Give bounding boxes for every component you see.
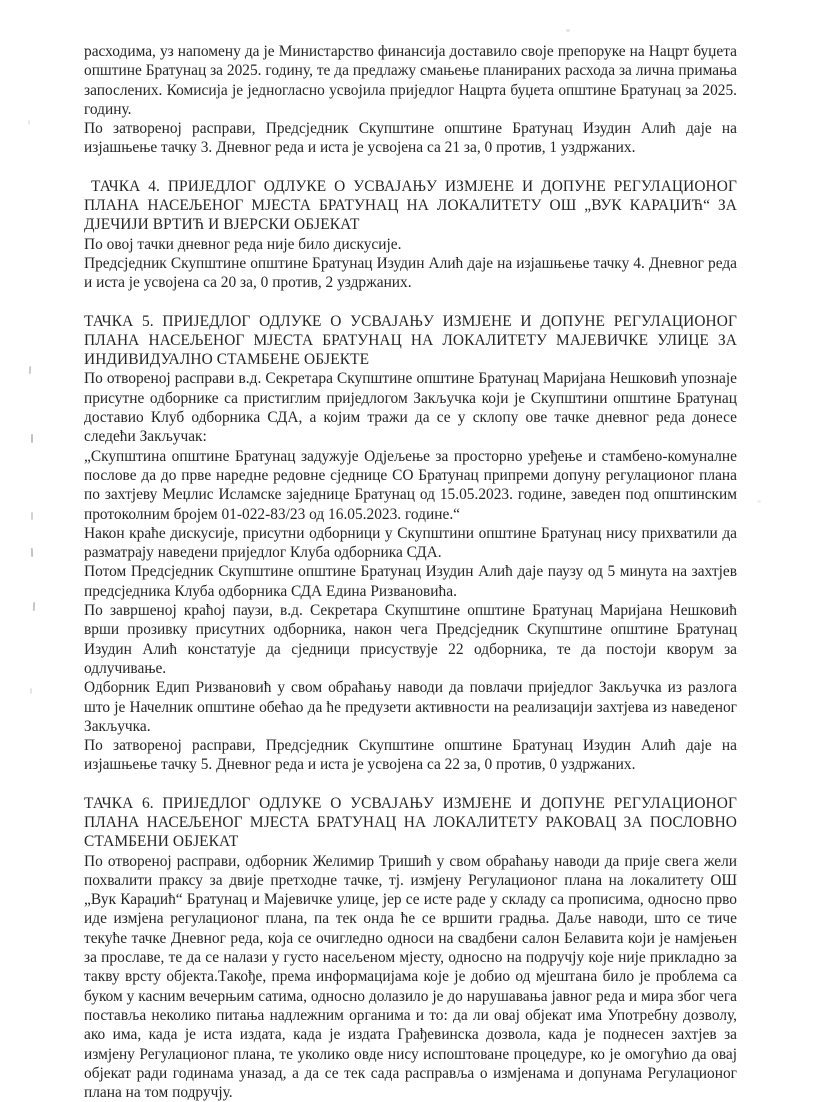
document-text-block bbox=[84, 42, 737, 1102]
scan-speck bbox=[566, 29, 570, 32]
paragraph-item5-withdrawal: Одборник Едип Ризвановић у свом обраћању наводи да повлачи приједлог Закључка из разлога што је Начелник општине обећао да ће предузети активности на реализацији захтјева из наведеног Закључка. bbox=[84, 679, 737, 735]
scan-artifact-mark bbox=[31, 548, 33, 557]
paragraph-budget-recommendations: расходима, уз напомену да је Министарство финансија доставило своје препоруке на Нацрт буџета општине Братунац за 2025. годину, те да предлажу смањење планираних расхода за лична примања запослених. Комисија је једногласно усвојила приједлог Нацрта буџета општине Братунац за 2025. годину. bbox=[84, 43, 737, 118]
paragraph-item3-vote-result: По затвореној расправи, Предсједник Скупштине општине Братунац Изудин Алић даје на изјашњење тачку 3. Дневног реда и иста је усвојена са 21 за, 0 против, 1 уздржаних. bbox=[84, 120, 737, 157]
paragraph-item5-secretary-intro: По отвореној расправи в.д. Секретара Скупштине општине Братунац Маријана Нешковић упознаје присутне одборнике са пристиглим приједлогом Закључка који је Скупштини општине Братунац доставио Клуб одборника СДА, а којим тражи да се у склопу ове тачке дневног реда донесе следећи Закључак: bbox=[84, 370, 737, 446]
scan-artifact-mark bbox=[30, 688, 32, 694]
heading-item6: ТАЧКА 6. ПРИЈЕДЛОГ ОДЛУКЕ О УСВАЈАЊУ ИЗМЈЕНЕ И ДОПУНЕ РЕГУЛАЦИОНОГ ПЛАНА НАСЕЉЕНОГ МЈЕСТА БРАТУНАЦ НА ЛОКАЛИТЕТУ РАКОВАЦ ЗА ПОСЛОВНО СТАМБЕНИ ОБЈЕКАТ bbox=[84, 794, 737, 851]
scan-artifact-mark bbox=[33, 602, 35, 611]
paragraph-item4-no-discussion: По овој тачки дневног реда није било дискусије. bbox=[84, 235, 402, 253]
scan-artifact-mark bbox=[29, 366, 31, 374]
paragraph-item4-vote-result: Предсједник Скупштине општине Братунац Изудин Алић даје на изјашњење тачку 4. Дневног реда и иста је усвојена са 20 за, 0 против, 2 уздржаних. bbox=[84, 254, 737, 292]
scan-artifact-mark bbox=[31, 434, 33, 443]
paragraph-item5-proposal-rejected: Након краће дискусије, присутни одборници у Скупштини општине Братунац нису прихватили да разматрају наведени приједлог Клуба одборника СДА. bbox=[84, 524, 737, 562]
paragraph-item5-conclusion-quote: „Скупштина општине Братунац задужује Одјељење за просторно уређење и стамбено-комуналне послове да до прве наредне редовне сједнице СО Братунац припреми допуну регулационог плана по захтјеву Меџлис Исламске заједнице Братунац од 15.05.2023. године, заведен под општинским протоколним бројем 01-022-83/23 од 16.05.2023. године.“ bbox=[84, 447, 737, 523]
scan-speck bbox=[757, 500, 761, 503]
scan-artifact-mark bbox=[28, 120, 30, 125]
paragraph-item5-vote-result: По затвореној расправи, Предсједник Скупштине општине Братунац Изудин Алић даје на изјашњење тачку 5. Дневног реда и иста је усвојена са 22 за, 0 против, 0 уздржаних. bbox=[84, 737, 737, 774]
paragraph-item5-roll-call: По завршеној краћој паузи, в.д. Секретара Скупштине општине Братунац Маријана Нешковић врши прозивку присутних одборника, након чега Предсједник Скупштине општине Братунац Изудин Алић констатује да сједници присуствује 22 одборника, те да постоји кворум за одлучивање. bbox=[84, 602, 737, 677]
paragraph-item5-pause: Потом Предсједник Скупштине општине Братунац Изудин Алић даје паузу од 5 минута на захтјев предсједника Клуба одборника СДА Едина Ризвановића. bbox=[84, 563, 737, 600]
heading-item5: ТАЧКА 5. ПРИЈЕДЛОГ ОДЛУКЕ О УСВАЈАЊУ ИЗМЈЕНЕ И ДОПУНЕ РЕГУЛАЦИОНОГ ПЛАНА НАСЕЉЕНОГ МЈЕСТА БРАТУНАЦ НА ЛОКАЛИТЕТУ МАЈЕВИЧКЕ УЛИЦЕ ЗА ИНДИВИДУАЛНО СТАМБЕНЕ ОБЈЕКТЕ bbox=[84, 312, 737, 369]
heading-item4: ТАЧКА 4. ПРИЈЕДЛОГ ОДЛУКЕ О УСВАЈАЊУ ИЗМЈЕНЕ И ДОПУНЕ РЕГУЛАЦИОНОГ ПЛАНА НАСЕЉЕНОГ МЈЕСТА БРАТУНАЦ НА ЛОКАЛИТЕТУ ОШ „ВУК КАРАЏИЋ“ ЗА ДЈЕЧИЈИ ВРТИЋ И ВЈЕРСКИ ОБЈЕКАТ bbox=[84, 177, 737, 234]
scan-artifact-mark bbox=[31, 512, 33, 520]
paragraph-item6-discussion: По отвореној расправи, одборник Желимир Тришић у свом обраћању наводи да прије свега жели похвалити праксу за двије претходне тачке, тј. измјену Регулационог плана на локалитету ОШ „Вук Караџић“ Братунац и Мајевичке улице, јер се исте раде у складу са прописима, односно прво иде измјена регулационог плана, па тек онда ће се вршити градња. Даље наводи, што се тиче текуће тачке Дневног реда, која се очигледно односи на свадбени салон Белавита који је намјењен за прославе, те да се налази у густо насељеном мјесту, односно на подручју које није прикладно за такву врсту објекта.Такође, према информацијама које је добио од мјештана било је проблема са буком у касним вечерњим сатима, односно долазило је до нарушавања јавног реда и мира због чега поставља неколико питања надлежним органима и то: да ли овај објекат има Употребну дозволу, ако има, када је иста издата, када је издата Грађевинска дозвола, када је поднесен захтјев за измјену Регулационог плана, те уколико овде нису испоштоване процедуре, ко је омогућио да овај објекат ради годинама уназад, а да се тек сада расправља о измјенама и допунама Регулационог плана на том подручју. bbox=[84, 852, 737, 1102]
